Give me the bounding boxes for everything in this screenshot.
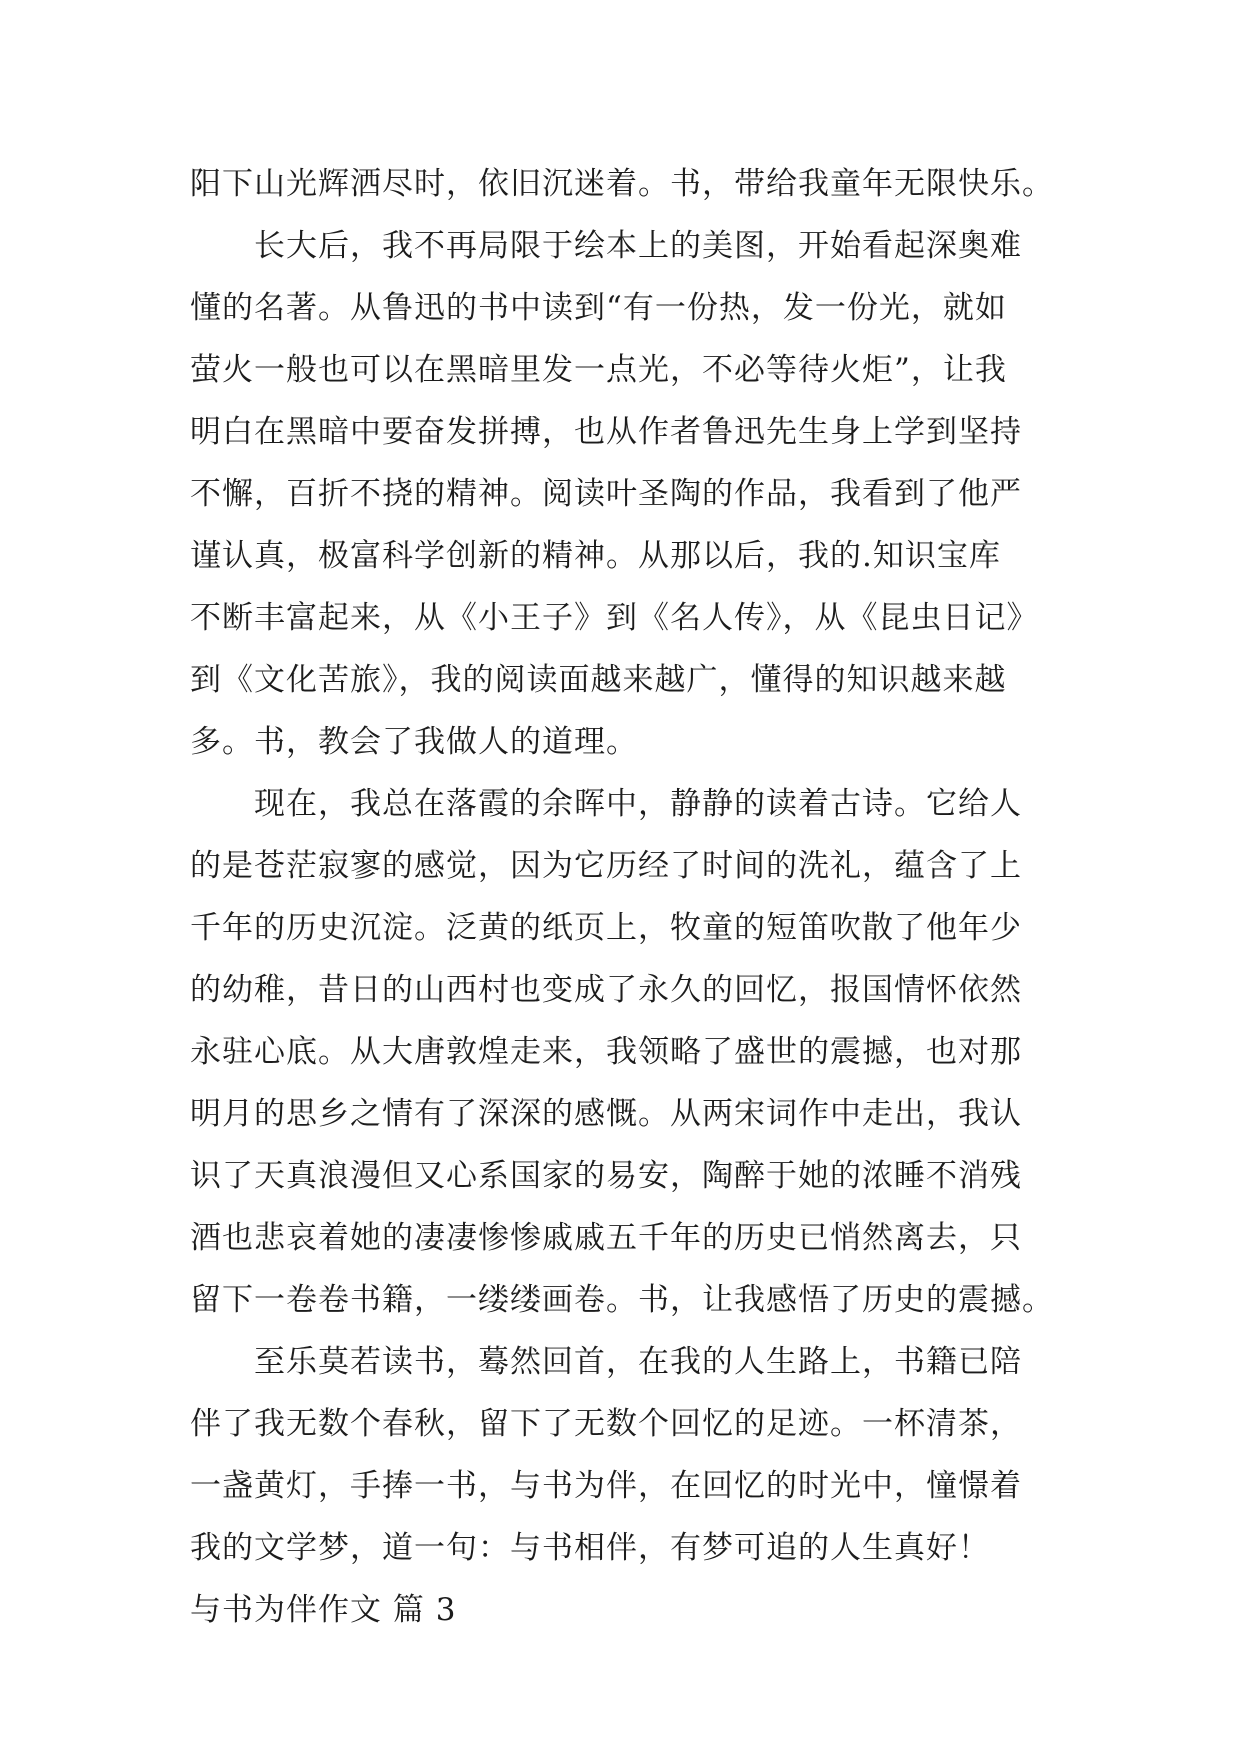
text-line: 酒也悲哀着她的凄凄惨惨戚戚五千年的历史已悄然离去，只: [190, 1220, 1022, 1256]
text-line: 谨认真，极富科学创新的精神。从那以后，我的.知识宝库: [190, 538, 1001, 574]
text-line: 明白在黑暗中要奋发拼搏，也从作者鲁迅先生身上学到坚持: [190, 414, 1022, 450]
text-line: 的幼稚，昔日的山西村也变成了永久的回忆，报国情怀依然: [190, 972, 1022, 1008]
text-line: 永驻心底。从大唐敦煌走来，我领略了盛世的震撼，也对那: [190, 1034, 1022, 1070]
section-heading: 与书为伴作文 篇 3: [190, 1592, 457, 1628]
text-line: 的是苍茫寂寥的感觉，因为它历经了时间的洗礼，蕴含了上: [190, 848, 1022, 884]
text-line: 到《文化苦旅》，我的阅读面越来越广，懂得的知识越来越: [190, 662, 1007, 698]
paragraph-3: [190, 773, 1060, 1331]
text-line: 留下一卷卷书籍，一缕缕画卷。书，让我感悟了历史的震撼。: [190, 1282, 1054, 1318]
text-line: 现在，我总在落霞的余晖中，静静的读着古诗。它给人: [254, 786, 1022, 822]
text-line: 明月的思乡之情有了深深的感慨。从两宋词作中走出，我认: [190, 1096, 1022, 1132]
text-line: 阳下山光辉洒尽时，依旧沉迷着。书，带给我童年无限快乐。: [190, 166, 1054, 202]
text-line: 一盏黄灯，手捧一书，与书为伴，在回忆的时光中，憧憬着: [190, 1468, 1022, 1504]
text-line: 伴了我无数个春秋，留下了无数个回忆的足迹。一杯清茶，: [190, 1406, 1022, 1442]
text-line: 千年的历史沉淀。泛黄的纸页上，牧童的短笛吹散了他年少: [190, 910, 1022, 946]
text-line: 我的文学梦，道一句：与书相伴，有梦可追的人生真好！: [190, 1530, 990, 1566]
text-line: 多。书，教会了我做人的道理。: [190, 724, 638, 760]
text-line: 长大后，我不再局限于绘本上的美图，开始看起深奥难: [254, 228, 1022, 264]
text-line: 萤火一般也可以在黑暗里发一点光，不必等待火炬”，让我: [190, 352, 1007, 388]
document-body: [190, 153, 1060, 1641]
text-line: 识了天真浪漫但又心系国家的易安，陶醉于她的浓睡不消残: [190, 1158, 1022, 1194]
text-line: 懂的名著。从鲁迅的书中读到“有一份热，发一份光，就如: [190, 290, 1007, 326]
paragraph-1: [190, 153, 1060, 215]
paragraph-2: [190, 215, 1060, 773]
text-line: 不断丰富起来，从《小王子》到《名人传》，从《昆虫日记》: [190, 600, 1039, 636]
text-line: 不懈，百折不挠的精神。阅读叶圣陶的作品，我看到了他严: [190, 476, 1022, 512]
paragraph-4: [190, 1331, 1060, 1579]
text-line: 至乐莫若读书，蓦然回首，在我的人生路上，书籍已陪: [254, 1344, 1022, 1380]
